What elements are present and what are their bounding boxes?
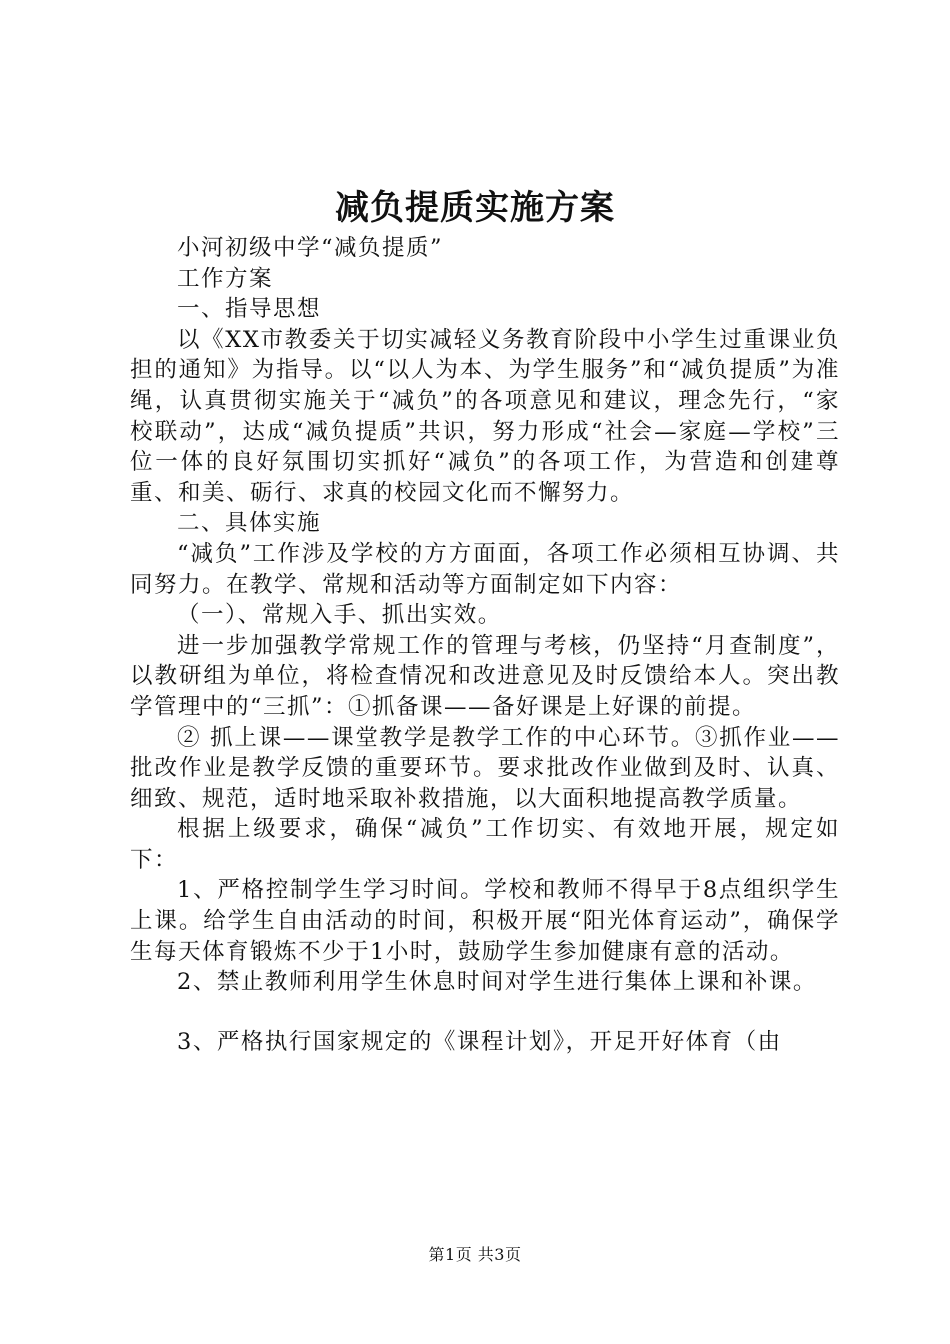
paragraph-rule-3: 3、严格执行国家规定的《课程计划》，开足开好体育（由 xyxy=(177,1028,782,1055)
paragraph-rule-2: 2、禁止教师利用学生休息时间对学生进行集体上课和补课。 xyxy=(177,969,817,996)
document-body xyxy=(130,233,840,1057)
paragraph-class-homework: ② 抓上课——课堂教学是教学工作的中心环节。③抓作业——批改作业是教学反馈的重要环节。要求批改作业做到及时、认真、细致、规范，适时地采取补救措施，以大面积地提高教学质量。 xyxy=(130,724,840,812)
paragraph-rule-1: 1、严格控制学生学习时间。学校和教师不得早于8点组织学生上课。给学生自由活动的时间，积极开展“阳光体育运动”，确保学生每天体育锻炼不少于1小时，鼓励学生参加健康有意的活动。 xyxy=(130,877,840,965)
document-title: 减负提质实施方案 xyxy=(335,188,615,228)
paragraph-regulations-intro: 根据上级要求，确保“减负”工作切实、有效地开展，规定如下： xyxy=(130,816,840,873)
paragraph-school-name: 小河初级中学“减负提质” xyxy=(177,235,444,261)
paragraph-guiding-thought: 以《XX市教委关于切实减轻义务教育阶段中小学生过重课业负担的通知》为指导。以“以人为本、为学生服务”和“减负提质”为准绳，认真贯彻实施关于“减负”的各项意见和建议，理念先行，“家校联动”，达成“减负提质”共识，努力形成“社会—家庭—学校”三位一体的良好氛围切实抓好“减负”的各项工作，为营造和创建尊重、和美、砺行、求真的校园文化而不懈努力。 xyxy=(130,326,840,506)
paragraph-implementation-intro: “减负”工作涉及学校的方方面面，各项工作必须相互协调、共同努力。在教学、常规和活动等方面制定如下内容： xyxy=(130,540,840,598)
subheading-routine: （一）、常规入手、抓出实效。 xyxy=(177,602,502,629)
heading-implementation: 二、具体实施 xyxy=(177,510,322,537)
page-number-footer: 第1页 共3页 xyxy=(428,1245,522,1264)
paragraph-routine-management: 进一步加强教学常规工作的管理与考核，仍坚持“月查制度”，以教研组为单位，将检查情况和改进意见及时反馈给本人。突出教学管理中的“三抓”：①抓备课——备好课是上好课的前提。 xyxy=(130,632,840,720)
heading-guiding-thought: 一、指导思想 xyxy=(177,296,322,323)
paragraph-plan-label: 工作方案 xyxy=(177,265,274,292)
